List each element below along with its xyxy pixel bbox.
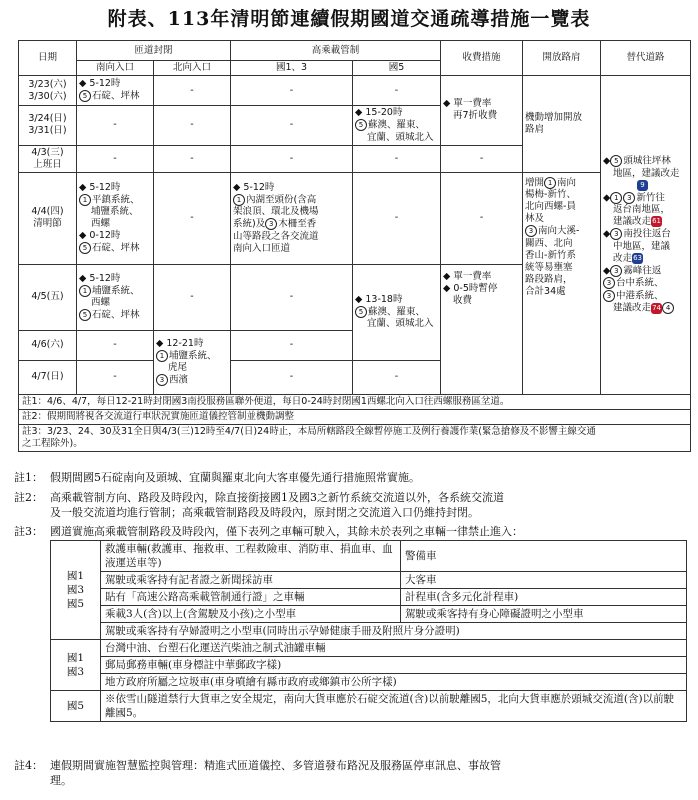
footnote-text: 連假期間實施智慧監控與管理：精進式匝道儀控、多管道發布路況及服務區停車訊息、事故管	[50, 759, 501, 772]
shoulder-text: 增開	[525, 177, 545, 188]
freeway-5-icon: 5	[355, 306, 367, 318]
freeway-3-icon: 3	[610, 265, 622, 277]
inner-note-3	[19, 424, 691, 451]
inner-note-2: 註2：假期間將視各交流道行車狀況實施匝道儀控管制並機動調整	[19, 409, 691, 424]
hov-section: 木柵至香	[278, 218, 317, 230]
freeway-3-icon: 3	[156, 374, 168, 386]
date: 3/30(六)	[28, 90, 67, 102]
alt-route-text: 中地區，建議	[613, 240, 671, 252]
ramp-list: 虎尾	[168, 362, 188, 373]
time-range: 5-12時	[89, 181, 121, 193]
freeway-3-icon: 3	[603, 277, 615, 289]
header-hov: 高乘載管制	[231, 41, 441, 61]
freeway-1-icon: 1	[79, 194, 91, 206]
header-n1n3: 國1、3	[231, 61, 353, 76]
shoulder-text: 機動增加開放	[525, 111, 583, 123]
bullet-icon: ◆	[603, 155, 611, 167]
vehicle-type: 駕駛或乘客持有身心障礙證明之小型車	[401, 606, 687, 623]
bullet-icon: ◆	[79, 272, 87, 284]
cell-none: -	[231, 106, 353, 146]
cell-none: -	[77, 106, 154, 146]
cell-none: -	[77, 145, 154, 172]
date: 4/3(三)	[31, 146, 64, 158]
freeway-5-icon: 5	[610, 155, 622, 167]
vehicle-type: ※依雪山隧道禁行大貨車之安全規定，南向大貨車應於石碇交流道(含)以前駛離國5，北向大貨車應於頭城交流道(含)以前駛離國5。	[101, 691, 687, 722]
cell-none: -	[77, 360, 154, 394]
page-title: 附表、113年清明節連續假期國道交通疏導措施一覽表	[107, 8, 591, 30]
freeway-group: 國5	[51, 691, 101, 722]
table-row	[19, 172, 691, 264]
time-range: 13-18時	[365, 293, 403, 305]
footnote-3	[14, 524, 684, 539]
freeway-1-icon: 1	[610, 192, 622, 204]
shoulder-text: 路肩	[525, 123, 545, 135]
freeway-3-icon: 3	[265, 218, 277, 230]
cell-none: -	[353, 360, 441, 394]
time-range: 5-12時	[243, 181, 275, 193]
cell-none: -	[441, 172, 523, 264]
shoulder-text: 路段路肩，	[525, 273, 573, 285]
footnote-text: 高乘載管制方向、路段及時段內，除直接銜接國1及國3之新竹系統交流道以外，各系統交流道	[50, 491, 504, 504]
toll-text: 收費	[453, 294, 473, 306]
table-row	[19, 76, 691, 106]
ramp-list: 石碇、坪林	[92, 242, 140, 254]
ramp-list: 埔鹽系統、	[92, 285, 140, 296]
toll-text: 單一費率	[453, 270, 492, 282]
cell-none: -	[154, 76, 231, 106]
hov-section: 山等路段之各交流道	[233, 230, 319, 242]
provincial-9-icon: 9	[637, 180, 648, 191]
cell-none: -	[154, 172, 231, 264]
freeway-3-icon: 3	[603, 290, 615, 302]
cell-none: -	[154, 264, 231, 330]
freeway-5-icon: 5	[79, 242, 91, 254]
freeway-1-icon: 1	[156, 350, 168, 362]
bullet-icon: ◆	[79, 230, 87, 241]
footnote-label: 註1：	[14, 471, 43, 484]
bullet-icon: ◆	[79, 78, 87, 90]
vehicle-type: 警備車	[401, 541, 687, 572]
shoulder-text: 南向大溪-	[538, 225, 580, 237]
header-shoulder: 開放路肩	[523, 41, 601, 76]
inner-note-1: 註1：4/6、4/7，每日12-21時封閉國3南投服務區聯外便道，每日0-24時封閉國1西螺北向入口往西螺服務區坌道。	[19, 394, 691, 409]
cell-none: -	[154, 106, 231, 146]
ramp-list: 西濱	[169, 374, 189, 386]
footnote-4	[14, 758, 684, 788]
bullet-icon: ◆	[603, 192, 611, 203]
bullet-icon: ◆	[79, 181, 87, 193]
cell-none: -	[231, 76, 353, 106]
alt-route-text: 建議改走	[613, 302, 652, 314]
bullet-icon: ◆	[355, 107, 363, 118]
cell-none: -	[231, 145, 353, 172]
alt-route-text: 台中系統、	[616, 277, 664, 289]
permitted-vehicles-table	[50, 540, 687, 722]
date: 3/31(日)	[28, 125, 67, 137]
date: 4/4(四)	[31, 206, 64, 217]
ramp-list: 平鎮系統、	[92, 194, 140, 205]
bullet-icon: ◆	[355, 293, 363, 305]
header-date: 日期	[19, 41, 77, 76]
hov-section: 南向入口匝道	[233, 242, 291, 254]
ramp-list: 蘇澳、羅東、	[368, 119, 426, 131]
vehicle-type: 救護車輛(救護車、拖救車、工程救險車、消防車、捐血車、血液運送車等)	[101, 541, 401, 572]
time-range: 12-21時	[166, 337, 204, 349]
time-range: 0-12時	[89, 230, 121, 241]
ramp-list: 宜蘭、頭城北入	[367, 318, 434, 330]
toll-text: 再7折收費	[453, 110, 498, 122]
freeway-3-icon: 3	[525, 225, 537, 237]
date: 3/23(六)	[28, 78, 67, 90]
header-north: 北向入口	[154, 61, 231, 76]
alt-route-text: 頭城往坪林	[623, 155, 671, 167]
bullet-icon: ◆	[443, 282, 451, 294]
alt-route-text: 改走	[613, 252, 633, 264]
header-n5: 國5	[353, 61, 441, 76]
cell-none: -	[441, 145, 523, 172]
shoulder-text: 南向	[557, 177, 577, 188]
date: 4/7(日)	[19, 360, 77, 394]
ramp-list: 蘇澳、羅東、	[368, 306, 426, 318]
hov-section: 系統)及	[233, 218, 266, 230]
freeway-1-icon: 1	[233, 194, 245, 206]
bullet-icon: ◆	[443, 270, 451, 282]
header-south: 南向入口	[77, 61, 154, 76]
footnote-1	[14, 470, 684, 485]
alt-route-text: 返台南地區，	[613, 204, 671, 215]
date: 4/5(五)	[19, 264, 77, 330]
freeway-group: 國1 國3 國5	[51, 541, 101, 640]
shoulder-text: 合計34處	[525, 285, 566, 297]
alt-route-text: 新竹往	[636, 192, 665, 203]
cell-none: -	[231, 360, 353, 394]
shoulder-text: 楊梅-新竹、	[525, 189, 576, 200]
cell-none: -	[353, 172, 441, 264]
hov-section: 內湖至頭份(含高	[246, 194, 317, 205]
hov-section: 架浪頂、環北及機場	[233, 206, 319, 217]
cell-none: -	[353, 76, 441, 106]
header-alt: 替代道路	[601, 41, 691, 76]
alt-route-text: 建議改走	[613, 216, 652, 227]
freeway-5-icon: 5	[355, 119, 367, 131]
date: 清明節	[33, 218, 62, 229]
provincial-4-icon: 4	[662, 302, 674, 314]
cell-none: -	[231, 264, 353, 330]
freeway-1-icon: 1	[544, 177, 556, 189]
ramp-list: 西螺	[91, 297, 111, 308]
time-range: 15-20時	[365, 107, 403, 118]
shoulder-text: 關西、北向	[525, 237, 573, 249]
provincial-63-icon: 63	[633, 253, 642, 262]
alt-route-text: 南投往返台	[623, 228, 671, 240]
freeway-1-icon: 1	[79, 285, 91, 297]
date: 4/6(六)	[19, 330, 77, 360]
vehicle-type: 貼有「高速公路高乘載管制通行證」之車輛	[101, 589, 401, 606]
header-closure: 匝道封閉	[77, 41, 231, 61]
alt-route-text: 霧峰往返	[623, 265, 662, 276]
footnote-label: 註4：	[14, 759, 43, 772]
footnote-label: 註3：	[14, 525, 43, 538]
shoulder-text: 統等易壅塞	[525, 261, 573, 273]
inner-note-3-line: 註3：3/23、24、30及31全日與4/3(三)12時至4/7(日)24時止，本局所轄路段全線暫停施工及例行養護作業(緊急搶修及不影響主線交通	[22, 425, 596, 437]
vehicle-type: 駕駛或乘客持有記者證之新聞採訪車	[101, 572, 401, 589]
provincial-61-icon: 61	[652, 217, 661, 225]
vehicle-type: 乘載3人(含)以上(含駕駛及小孩)之小型車	[101, 606, 401, 623]
freeway-3-icon: 3	[623, 192, 635, 204]
shoulder-text: 香山-新竹系	[525, 249, 576, 261]
ramp-list: 埔鹽系統、	[91, 206, 139, 217]
freeway-5-icon: 5	[79, 309, 91, 321]
ramp-list: 石碇、坪林	[92, 309, 140, 321]
alt-route-text: 地區，建議改走	[613, 167, 680, 179]
toll-text: 單一費率	[453, 98, 492, 110]
date: 3/24(日)	[28, 113, 67, 125]
inner-note-3-line: 之工程除外)。	[22, 437, 83, 449]
footnote-text: 及一般交流道均進行管制；高乘載管制路段及時段內，原封閉之交流道入口仍維持封閉。	[50, 506, 479, 519]
ramp-list: 埔鹽系統、	[169, 350, 217, 361]
bullet-icon: ◆	[603, 265, 611, 276]
measures-table	[18, 40, 691, 452]
footnote-2	[14, 490, 684, 520]
cell-none: -	[154, 145, 231, 172]
vehicle-type: 大客車	[401, 572, 687, 589]
vehicle-type: 台灣中油、台塑石化運送汽柴油之制式油罐車輛	[101, 640, 687, 657]
vehicle-type: 駕駛或乘客持有孕婦證明之小型車(同時出示孕婦健康手冊及附照片身分證明)	[101, 623, 687, 640]
vehicle-type: 計程車(含多元化計程車)	[401, 589, 687, 606]
time-range: 5-12時	[89, 78, 121, 90]
footnote-text: 假期間國5石碇南向及頭城、宜蘭與羅東北向大客車優先通行措施照常實施。	[50, 471, 420, 484]
bullet-icon: ◆	[156, 337, 164, 349]
footnote-text: 國道實施高乘載管制路段及時段內，僅下表列之車輛可駛入，其餘未於表列之車輛一律禁止進入：	[50, 525, 523, 538]
ramp-list: 西螺	[91, 218, 111, 229]
footnote-text: 理。	[50, 774, 72, 787]
date: 上班日	[33, 158, 62, 170]
cell-none: -	[353, 145, 441, 172]
freeway-3-icon: 3	[610, 228, 622, 240]
provincial-74-icon: 74	[652, 303, 661, 312]
bullet-icon: ◆	[233, 181, 241, 193]
shoulder-text: 林及	[525, 213, 545, 224]
toll-text: 0-5時暫停	[453, 282, 498, 294]
time-range: 5-12時	[89, 272, 121, 284]
freeway-5-icon: 5	[79, 90, 91, 102]
shoulder-text: 北向西螺-員	[525, 201, 576, 212]
vehicle-type: 地方政府所屬之垃圾車(車身噴繪有縣市政府或鄉鎮市公所字樣)	[101, 674, 687, 691]
cell-none: -	[231, 330, 353, 360]
ramp-list: 宜蘭、頭城北入	[367, 131, 434, 143]
footnote-label: 註2：	[14, 491, 43, 504]
ramp-list: 石碇、坪林	[92, 90, 140, 102]
vehicle-type: 郵局郵務車輛(車身標註中華郵政字樣)	[101, 657, 687, 674]
header-toll: 收費措施	[441, 41, 523, 76]
freeway-group: 國1 國3	[51, 640, 101, 691]
alt-route-text: 中港系統、	[616, 290, 664, 301]
cell-none: -	[77, 330, 154, 360]
bullet-icon: ◆	[603, 228, 611, 240]
bullet-icon: ◆	[443, 98, 451, 110]
